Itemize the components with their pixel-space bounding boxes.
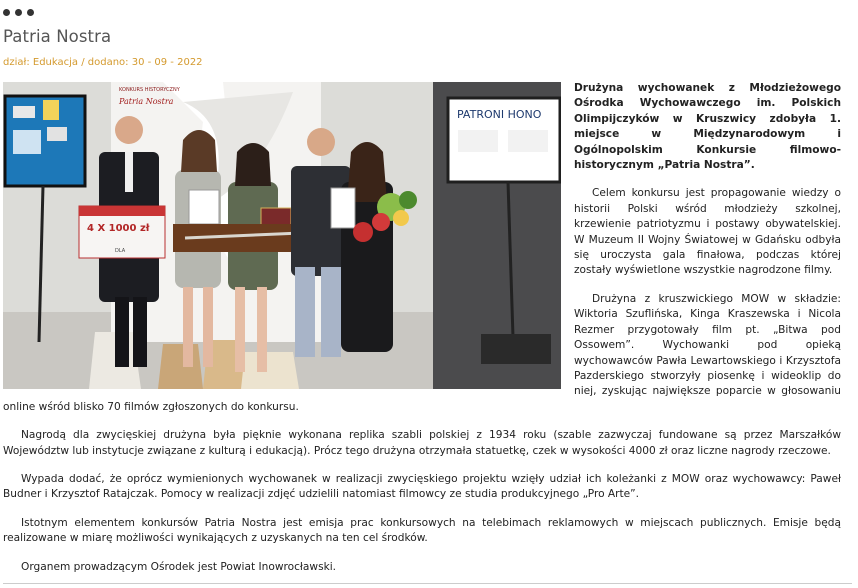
- article-paragraph: Nagrodą dla zwycięskiej drużyna była pięknie wykonana replika szabli polskiej z 1934 roku (szable zazwyczaj fundowane są przez Marszałków Województw lub instytucje związane z kulturą i edukacją). Prócz tego drużyna otrzymała statuetkę, czek w wysokości 4000 zł oraz liczne nagrody rzeczowe.: [3, 429, 841, 457]
- article-body: [3, 81, 841, 588]
- article-meta: dział: Edukacja / dodano: 30 - 09 - 2022: [3, 57, 203, 68]
- board-label-text: DLA: [115, 248, 126, 254]
- article-lead: Drużyna wychowanek z Młodzieżowego Ośrodka Wychowawczego im. Polskich Olimpijczyków w Kruszwicy zdobyła 1. miejsce w Międzynarodowym i Ogólnopolskim Konkursie filmowo-historycznym „Patria Nostra”.: [574, 82, 841, 172]
- banner-big-text: Patria Nostra: [119, 97, 174, 106]
- banner-small-text: KONKURS HISTORYCZNY: [119, 87, 180, 93]
- article-paragraph: Wypada dodać, że oprócz wymienionych wychowanek w realizacji zwycięskiego projektu wzięły udział ich koleżanki z MOW oraz wychowawcy: Paweł Budner i Krzysztof Ratajczak. Pomocy w realizacji zdjęć udzielili natomiast filmowcy ze studia produkcyjnego „Pro Arte”.: [3, 472, 841, 501]
- bottom-divider: [3, 583, 852, 584]
- article-paragraph: Istotnym elementem konkursów Patria Nostra jest emisja prac konkursowych na telebimach reklamowych w miejscach publicznych. Emisje będą realizowane w miarę możliwości wynikających z uzyskanych na ten cel środków.: [3, 516, 841, 545]
- article-paragraph: Organem prowadzącym Ośrodek jest Powiat Inowrocławski.: [21, 560, 337, 573]
- banner-right-text: PATRONI HONO: [457, 108, 542, 121]
- page-title: Patria Nostra: [3, 27, 112, 46]
- menu-dots-icon[interactable]: [3, 9, 34, 16]
- article-paragraph: Drużyna z kruszwickiego MOW w składzie: Wiktoria Szuflińska, Kinga Kraszewska i Nicola Rezmer przygotowały film pt. „Bitwa pod Ossowem”. Wychowanki pod opieką wychowawców Pawła Lewartowskiego i Krzysztofa Pazderskiego stworzyły piosenkę i wideoklip do niej, zyskując największe poparcie w głosowaniu online wśród blisko 70 filmów zgłoszonych do konkursu.: [3, 292, 841, 413]
- article-paragraph: Celem konkursu jest propagowanie wiedzy o historii Polski wśród młodzieży szkolnej, krzewienie patriotyzmu i postawy obywatelskiej. W Muzeum II Wojny Światowej w Gdańsku odbyła się uroczysta gala finałowa, podczas której zostały wyświetlone wszystkie nagrodzone filmy.: [574, 187, 841, 277]
- board-amount-text: 4 X 1000 zł: [87, 223, 150, 234]
